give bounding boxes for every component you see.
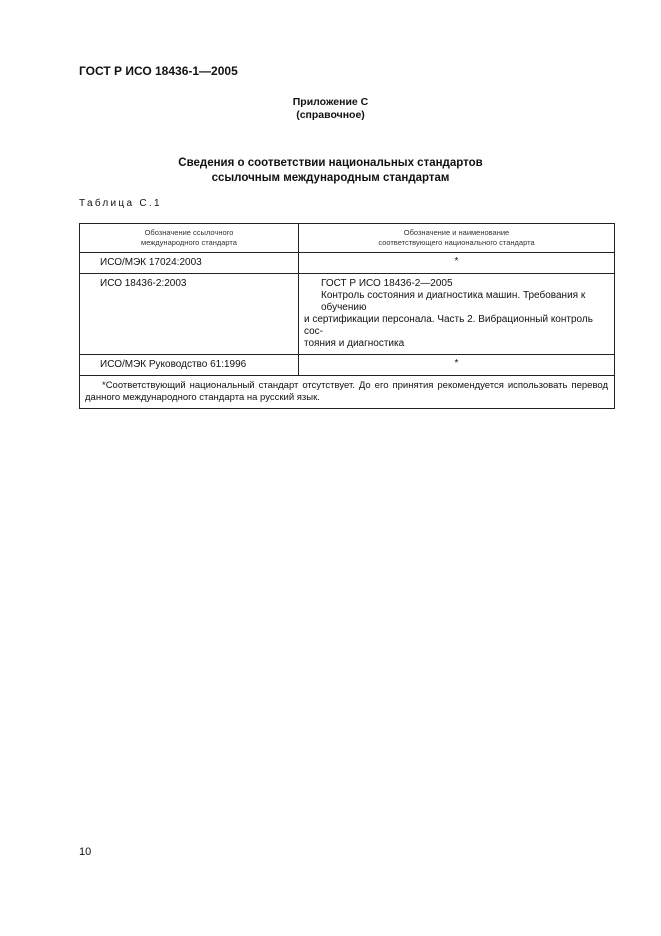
document-header: ГОСТ Р ИСО 18436-1—2005 bbox=[79, 64, 238, 78]
national-cell: * bbox=[299, 253, 615, 274]
annex-kind: (справочное) bbox=[296, 109, 365, 121]
table-row bbox=[80, 355, 615, 376]
standards-table bbox=[79, 223, 615, 409]
section-title-line2: ссылочным международным стандартам bbox=[211, 172, 450, 184]
header-text: международного стандарта bbox=[141, 238, 237, 247]
header-cell-reference bbox=[80, 224, 299, 253]
table-caption: Таблица С.1 bbox=[79, 198, 162, 209]
national-name-line: тояния и диагностика bbox=[304, 338, 405, 349]
national-cell bbox=[299, 274, 615, 355]
header-text: соответствующего национального стандарта bbox=[378, 238, 535, 247]
section-title bbox=[0, 156, 661, 186]
national-designation: ГОСТ Р ИСО 18436-2—2005 bbox=[321, 278, 453, 289]
national-cell: * bbox=[299, 355, 615, 376]
header-text: Обозначение и наименование bbox=[403, 228, 510, 237]
page-number: 10 bbox=[79, 846, 92, 858]
reference-cell: ИСО/МЭК Руководство 61:1996 bbox=[80, 355, 299, 376]
section-title-line1: Сведения о соответствии национальных стандартов bbox=[178, 157, 483, 169]
note-text: *Соответствующий национальный стандарт отсутствует. До его принятия рекомендуется использовать перевод данного международного стандарта на русский язык. bbox=[85, 380, 608, 403]
table-note bbox=[80, 376, 615, 409]
reference-cell: ИСО 18436-2:2003 bbox=[80, 274, 299, 355]
table-header-row bbox=[80, 224, 615, 253]
table-note-row bbox=[80, 376, 615, 409]
table-row bbox=[80, 274, 615, 355]
reference-cell: ИСО/МЭК 17024:2003 bbox=[80, 253, 299, 274]
annex-title: Приложение С bbox=[292, 96, 369, 108]
national-name-line: Контроль состояния и диагностика машин. Требования к обучению bbox=[321, 290, 586, 313]
table-row bbox=[80, 253, 615, 274]
national-name-line: и сертификации персонала. Часть 2. Вибрационный контроль сос- bbox=[304, 314, 593, 337]
header-cell-national bbox=[299, 224, 615, 253]
header-text: Обозначение ссылочного bbox=[144, 228, 234, 237]
annex-heading bbox=[0, 96, 661, 122]
